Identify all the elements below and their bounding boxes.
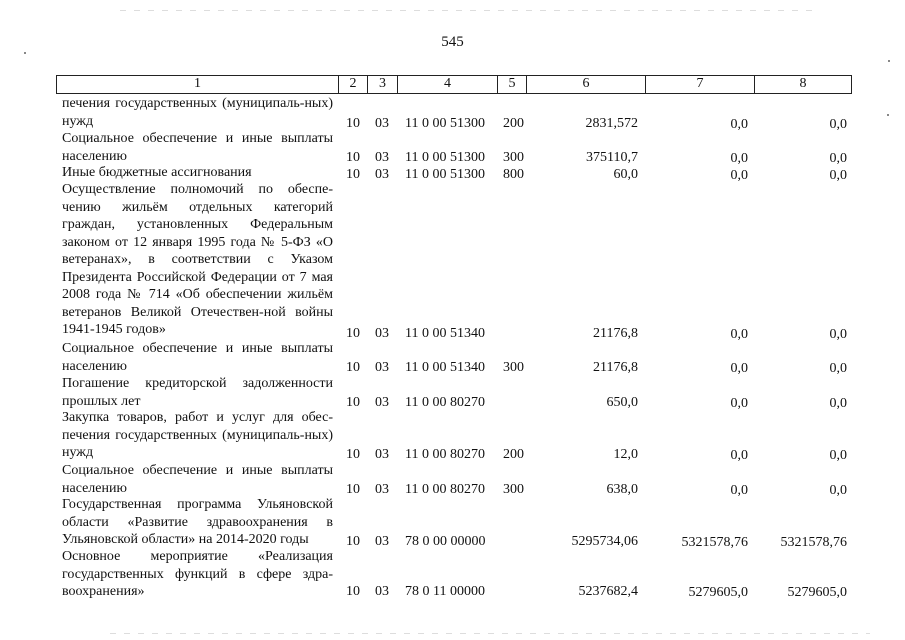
row-amount-col7: 0,0 <box>730 396 748 411</box>
header-col-3: 3 <box>379 76 386 91</box>
row-amount-col6: 21176,8 <box>593 360 638 375</box>
row-subsection: 03 <box>375 584 389 599</box>
row-subsection: 03 <box>375 395 389 410</box>
row-amount-col8: 0,0 <box>829 117 847 132</box>
header-col-7: 7 <box>696 76 704 91</box>
row-description: Иные бюджетные ассигнования <box>62 165 252 180</box>
row-target-article: 11 0 00 51300 <box>405 116 485 131</box>
row-amount-col6: 5237682,4 <box>578 584 638 599</box>
row-amount-col8: 5321578,76 <box>780 535 847 550</box>
scan-dot <box>888 60 890 62</box>
row-section: 10 <box>346 326 360 341</box>
row-amount-col7: 5321578,76 <box>681 535 748 550</box>
row-subsection: 03 <box>375 534 389 549</box>
scan-dot <box>887 114 889 116</box>
row-description: печения государственных (муниципаль-ных) нужд <box>62 96 333 129</box>
row-section: 10 <box>346 395 360 410</box>
row-amount-col6: 12,0 <box>613 447 638 462</box>
row-description: Закупка товаров, работ и услуг для обес-печения государственных (муниципаль-ных) нужд <box>62 410 333 460</box>
row-expense-type: 300 <box>503 360 524 375</box>
header-col-6: 6 <box>582 76 590 91</box>
row-expense-type: 800 <box>503 167 524 182</box>
row-description: Основное мероприятие «Реализация государственных функций в сфере здра-воохранения» <box>62 549 333 599</box>
row-amount-col6: 638,0 <box>606 482 638 497</box>
row-subsection: 03 <box>375 360 389 375</box>
row-amount-col8: 0,0 <box>829 448 847 463</box>
row-description: Социальное обеспечение и иные выплаты населению <box>62 463 333 496</box>
row-target-article: 11 0 00 51300 <box>405 167 485 182</box>
row-amount-col6: 60,0 <box>613 167 638 182</box>
row-amount-col7: 0,0 <box>730 168 748 183</box>
row-section: 10 <box>346 150 360 165</box>
row-expense-type: 200 <box>503 447 524 462</box>
row-subsection: 03 <box>375 150 389 165</box>
row-amount-col7: 0,0 <box>730 448 748 463</box>
row-expense-type: 300 <box>503 150 524 165</box>
row-amount-col7: 5279605,0 <box>688 585 748 600</box>
row-target-article: 11 0 00 80270 <box>405 395 485 410</box>
row-amount-col6: 21176,8 <box>593 326 638 341</box>
row-target-article: 78 0 11 00000 <box>405 584 485 599</box>
row-subsection: 03 <box>375 447 389 462</box>
header-col-4: 4 <box>444 76 451 91</box>
row-target-article: 11 0 00 51300 <box>405 150 485 165</box>
row-section: 10 <box>346 482 360 497</box>
row-section: 10 <box>346 534 360 549</box>
row-section: 10 <box>346 116 360 131</box>
header-col-5: 5 <box>508 76 516 91</box>
row-description: Социальное обеспечение и иные выплаты населению <box>62 341 333 374</box>
row-subsection: 03 <box>375 116 389 131</box>
row-amount-col8: 0,0 <box>829 483 847 498</box>
row-amount-col6: 2831,572 <box>585 116 638 131</box>
row-amount-col6: 650,0 <box>606 395 638 410</box>
row-section: 10 <box>346 584 360 599</box>
row-expense-type: 300 <box>503 482 524 497</box>
row-amount-col7: 0,0 <box>730 361 748 376</box>
row-subsection: 03 <box>375 167 389 182</box>
row-amount-col6: 375110,7 <box>586 150 638 165</box>
row-amount-col8: 0,0 <box>829 151 847 166</box>
row-amount-col6: 5295734,06 <box>571 534 638 549</box>
row-target-article: 11 0 00 80270 <box>405 482 485 497</box>
header-col-1: 1 <box>194 76 201 91</box>
row-subsection: 03 <box>375 482 389 497</box>
row-section: 10 <box>346 447 360 462</box>
row-subsection: 03 <box>375 326 389 341</box>
row-target-article: 11 0 00 80270 <box>405 447 485 462</box>
row-amount-col8: 0,0 <box>829 327 847 342</box>
row-description: Погашение кредиторской задолженности прошлых лет <box>62 376 333 409</box>
scan-artifact-top <box>120 10 820 11</box>
row-amount-col8: 0,0 <box>829 396 847 411</box>
scan-dot <box>24 52 26 54</box>
row-amount-col7: 0,0 <box>730 327 748 342</box>
row-section: 10 <box>346 167 360 182</box>
row-amount-col7: 0,0 <box>730 483 748 498</box>
header-col-8: 8 <box>799 76 807 91</box>
row-description: Осуществление полномочий по обеспе-чению жильём отдельных категорий граждан, установленных Федеральным законом от 12 января 1995 года № 5-ФЗ «О ветеранах», в соответствии с Указом Президента Российской Федерации от 7 мая 2008 года № 714 «Об обеспечении жильём ветеранов Великой Отечествен-ной войны 1941-1945 годов» <box>62 182 333 337</box>
row-target-article: 11 0 00 51340 <box>405 326 485 341</box>
row-amount-col8: 0,0 <box>829 361 847 376</box>
scan-artifact-bottom <box>110 633 870 634</box>
row-section: 10 <box>346 360 360 375</box>
row-amount-col7: 0,0 <box>730 151 748 166</box>
row-amount-col7: 0,0 <box>730 117 748 132</box>
row-expense-type: 200 <box>503 116 524 131</box>
row-target-article: 78 0 00 00000 <box>405 534 486 549</box>
row-amount-col8: 5279605,0 <box>787 585 847 600</box>
row-amount-col8: 0,0 <box>829 168 847 183</box>
header-col-2: 2 <box>349 76 357 91</box>
row-description: Государственная программа Ульяновской области «Развитие здравоохранения в Ульяновской области» на 2014-2020 годы <box>62 497 333 547</box>
page-number: 545 <box>441 34 464 50</box>
row-target-article: 11 0 00 51340 <box>405 360 485 375</box>
row-description: Социальное обеспечение и иные выплаты населению <box>62 131 333 164</box>
